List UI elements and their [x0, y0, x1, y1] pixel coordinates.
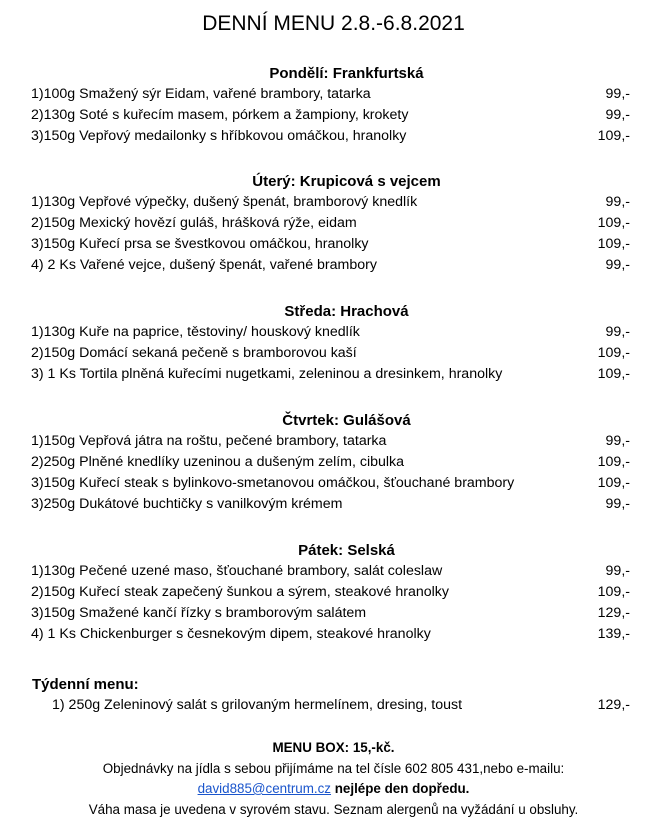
day-section-monday: [0, 64, 667, 147]
day-heading: Středa: Hrachová: [26, 302, 667, 322]
menu-item-price: 109,-: [598, 364, 630, 385]
menu-box-note: MENU BOX: 15,-kč.: [0, 738, 667, 759]
menu-item-price: 129,-: [598, 603, 630, 624]
menu-item-description: 3)150g Kuřecí steak s bylinkovo-smetanovou omáčkou, šťouchané brambory: [31, 473, 514, 494]
menu-item: [0, 603, 667, 624]
menu-item-description: 3)250g Dukátové buchtičky s vanilkovým krémem: [31, 494, 342, 515]
menu-item-price: 99,-: [606, 494, 630, 515]
menu-item-description: 4) 1 Ks Chickenburger s česnekovým dipem, steakové hranolky: [31, 624, 431, 645]
menu-item-description: 3)150g Vepřový medailonky s hříbkovou omáčkou, hranolky: [31, 126, 406, 147]
day-heading: Pondělí: Frankfurtská: [26, 64, 667, 84]
order-contact-line: [0, 779, 667, 800]
menu-item: [0, 494, 667, 515]
menu-item-price: 109,-: [598, 234, 630, 255]
email-link[interactable]: david885@centrum.cz: [198, 781, 331, 796]
menu-item: [0, 561, 667, 582]
menu-item-description: 3)150g Kuřecí prsa se švestkovou omáčkou, hranolky: [31, 234, 369, 255]
menu-item: [0, 234, 667, 255]
menu-item: [0, 84, 667, 105]
menu-item-price: 109,-: [598, 582, 630, 603]
menu-item-price: 99,-: [606, 322, 630, 343]
menu-item: [0, 213, 667, 234]
menu-item-price: 99,-: [606, 192, 630, 213]
menu-item-price: 99,-: [606, 255, 630, 276]
menu-item: [0, 624, 667, 645]
day-heading: Čtvrtek: Gulášová: [26, 411, 667, 431]
menu-item-price: 99,-: [606, 84, 630, 105]
menu-item-description: 2)250g Plněné knedlíky uzeninou a dušeným zelím, cibulka: [31, 452, 404, 473]
day-section-wednesday: [0, 302, 667, 385]
weekly-heading: Týdenní menu:: [0, 674, 667, 695]
day-section-tuesday: [0, 172, 667, 276]
menu-item-description: 2)150g Kuřecí steak zapečený šunkou a sýrem, steakové hranolky: [31, 582, 449, 603]
menu-item-price: 109,-: [598, 126, 630, 147]
menu-item: [0, 473, 667, 494]
menu-item: [0, 343, 667, 364]
day-heading: Úterý: Krupicová s vejcem: [26, 172, 667, 192]
menu-item: [0, 126, 667, 147]
menu-item: [0, 192, 667, 213]
menu-item-description: 2)150g Domácí sekaná pečeně s bramborovou kaší: [31, 343, 357, 364]
order-info: Objednávky na jídla s sebou přijímáme na tel čísle 602 805 431,nebo e-mailu:: [0, 759, 667, 780]
menu-item-price: 99,-: [606, 431, 630, 452]
menu-item: [0, 431, 667, 452]
menu-item: [0, 364, 667, 385]
menu-item: [0, 695, 667, 716]
menu-item-description: 1)130g Pečené uzené maso, šťouchané brambory, salát coleslaw: [31, 561, 442, 582]
day-heading: Pátek: Selská: [26, 541, 667, 561]
menu-item-price: 109,-: [598, 473, 630, 494]
menu-item-description: 1) 250g Zeleninový salát s grilovaným hermelínem, dresing, toust: [52, 695, 462, 716]
menu-item: [0, 255, 667, 276]
weekly-menu-section: [0, 674, 667, 716]
menu-item-price: 139,-: [598, 624, 630, 645]
menu-item-description: 3) 1 Ks Tortila plněná kuřecími nugetkami, zeleninou a dresinkem, hranolky: [31, 364, 502, 385]
page-title: DENNÍ MENU 2.8.-6.8.2021: [0, 12, 667, 36]
menu-item: [0, 582, 667, 603]
menu-item: [0, 105, 667, 126]
menu-item-price: 99,-: [606, 561, 630, 582]
day-section-friday: [0, 541, 667, 645]
menu-item-description: 4) 2 Ks Vařené vejce, dušený špenát, vařené brambory: [31, 255, 377, 276]
allergen-note: Váha masa je uvedena v syrovém stavu. Seznam alergenů na vyžádání u obsluhy.: [0, 800, 667, 820]
menu-item-description: 1)130g Kuře na paprice, těstoviny/ houskový knedlík: [31, 322, 360, 343]
menu-item: [0, 322, 667, 343]
menu-item-description: 1)100g Smažený sýr Eidam, vařené brambory, tatarka: [31, 84, 371, 105]
menu-item-description: 1)130g Vepřové výpečky, dušený špenát, bramborový knedlík: [31, 192, 417, 213]
menu-item-description: 2)130g Soté s kuřecím masem, pórkem a žampiony, krokety: [31, 105, 408, 126]
menu-item-price: 109,-: [598, 343, 630, 364]
menu-item-price: 99,-: [606, 105, 630, 126]
menu-item-price: 109,-: [598, 213, 630, 234]
footer: [0, 738, 667, 820]
menu-item-price: 109,-: [598, 452, 630, 473]
order-suffix: nejlépe den dopředu.: [331, 781, 469, 796]
menu-item-description: 2)150g Mexický hovězí guláš, hrášková rýže, eidam: [31, 213, 357, 234]
menu-item-price: 129,-: [598, 695, 630, 716]
day-section-thursday: [0, 411, 667, 515]
menu-item-description: 1)150g Vepřová játra na roštu, pečené brambory, tatarka: [31, 431, 386, 452]
menu-item-description: 3)150g Smažené kančí řízky s bramborovým salátem: [31, 603, 366, 624]
menu-item: [0, 452, 667, 473]
